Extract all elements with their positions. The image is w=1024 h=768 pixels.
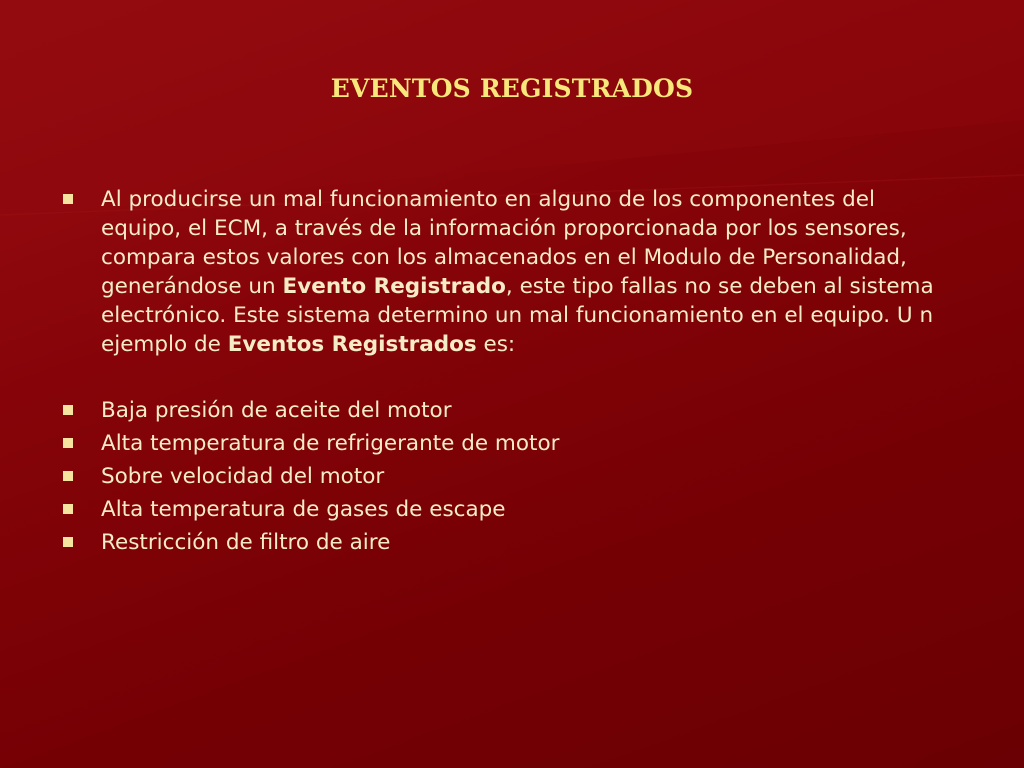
- square-bullet-icon: [63, 471, 73, 481]
- paragraph-bold-2: Eventos Registrados: [227, 332, 477, 357]
- bullet-item: [60, 429, 960, 458]
- square-bullet-icon: [63, 504, 73, 514]
- square-bullet-icon: [63, 405, 73, 415]
- bullet-item: [60, 495, 960, 524]
- paragraph-text: [101, 187, 934, 357]
- bullet-paragraph: [60, 185, 960, 359]
- bullet-item-text: Alta temperatura de refrigerante de motor: [101, 431, 560, 456]
- square-bullet-icon: [63, 537, 73, 547]
- bullet-item: [60, 462, 960, 491]
- bullet-item-text: Restricción de filtro de aire: [101, 530, 391, 555]
- bullet-item: [60, 396, 960, 425]
- square-bullet-icon: [63, 438, 73, 448]
- slide-content: [60, 185, 960, 561]
- square-bullet-icon: [63, 194, 73, 204]
- paragraph-bold-1: Evento Registrado: [282, 274, 506, 299]
- bullet-item-text: Sobre velocidad del motor: [101, 464, 385, 489]
- slide-title: EVENTOS REGISTRADOS: [330, 74, 694, 103]
- paragraph-part-3: es:: [476, 332, 516, 357]
- paragraph-part-1: Al producirse un mal funcionamiento en alguno de los componentes del equipo, el ECM, a través de la información proporcionada por los sensores, compara estos valores con los almacenados en el Modulo de Personalidad, generándose un: [101, 187, 907, 299]
- bullet-item-text: Baja presión de aceite del motor: [101, 398, 452, 423]
- bullet-item: [60, 528, 960, 557]
- bullet-item-text: Alta temperatura de gases de escape: [101, 497, 506, 522]
- paragraph-part-2: , este tipo fallas no se deben al sistema electrónico. Este sistema determino un mal funcionamiento en el equipo. U n ejemplo de: [101, 274, 934, 357]
